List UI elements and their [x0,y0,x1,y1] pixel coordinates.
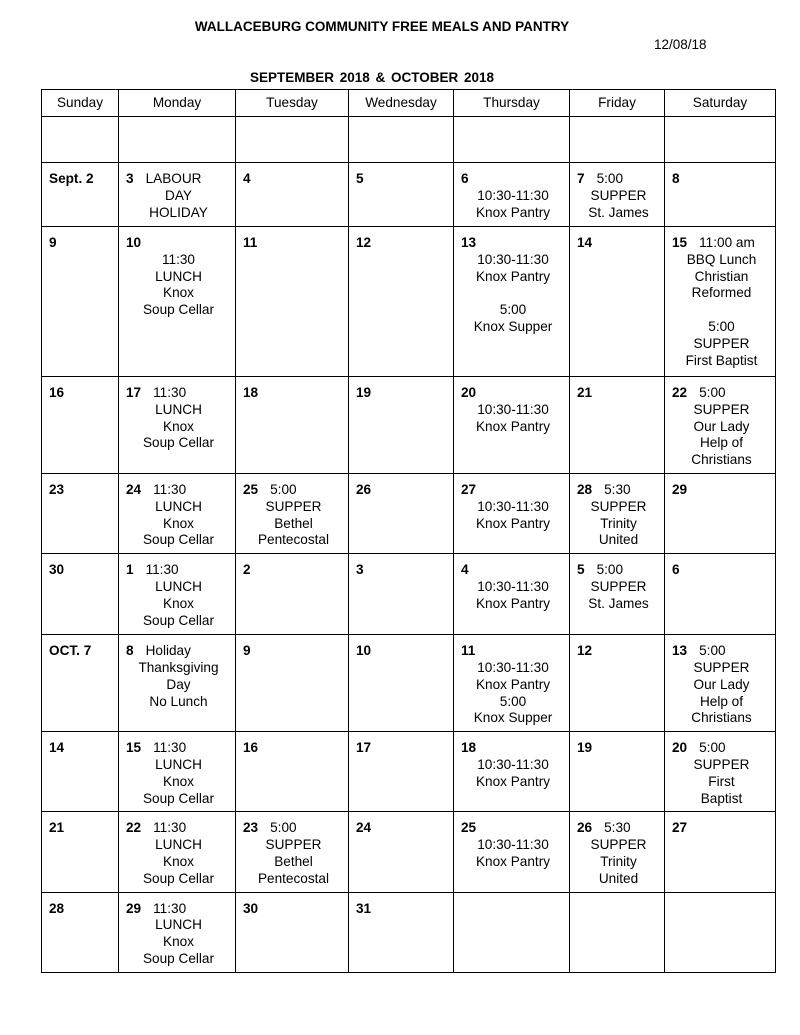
day-number: 20 [461,385,477,400]
event-line: 10:30-11:30 [477,187,549,203]
day-number: 19 [356,385,372,400]
day-cell [570,377,665,474]
day-cell [42,732,119,812]
event-line: Knox Pantry [475,515,551,531]
day-cell [665,554,776,635]
event-line: Soup Cellar [142,870,215,886]
event-line: Knox Pantry [475,595,551,611]
day-cell [349,554,454,635]
day-cell [236,473,349,553]
day-number: 9 [49,235,57,250]
day-number: 13 [461,235,477,250]
event-line: DAY [165,187,192,203]
event-line: LUNCH [155,401,202,417]
day-number: 3 [126,171,134,186]
day-number: 19 [577,740,593,756]
weekday-header-row [42,90,776,117]
event-text: 11:00 am [699,235,755,250]
day-number: 21 [577,385,593,400]
day-cell [570,227,665,377]
day-cell [665,812,776,892]
event-line: United [598,532,639,548]
day-number: 29 [126,900,142,916]
day-number: 13 [672,643,688,659]
day-number: 4 [461,562,469,578]
event-text: 5:00 [596,562,624,578]
day-number: 30 [243,900,259,916]
event-line: Knox Pantry [475,853,551,869]
event-line: Knox [163,853,194,869]
event-line: Christian [694,268,749,284]
day-number: 23 [49,481,65,497]
day-cell [119,473,236,553]
event-line: 11:30 [161,251,195,267]
day-number: 25 [461,820,477,836]
day-cell [570,163,665,227]
day-cell [349,732,454,812]
day-number: 3 [356,562,364,578]
event-line: Pentecostal [257,532,330,548]
day-number: 5 [577,562,585,578]
event-text: Holiday [145,643,191,659]
event-line: LUNCH [155,578,202,594]
event-line: Soup Cellar [142,612,215,628]
day-number: 26 [577,820,593,836]
event-text: 5:00 [270,481,297,497]
event-line: Knox [163,285,194,301]
event-line: Baptist [700,790,743,806]
day-number: 21 [49,820,65,836]
day-cell [119,732,236,812]
day-cell [42,554,119,635]
day-cell [454,227,570,377]
day-cell [665,635,776,732]
weekday-header: Sunday [42,90,119,117]
event-line: SUPPER [590,498,647,514]
event-line: Knox Pantry [475,268,551,284]
day-cell [570,635,665,732]
day-cell [454,554,570,635]
event-line: Our Lady [693,418,750,434]
event-text: 11:30 [153,900,187,916]
day-cell [119,163,236,227]
event-line: Knox [163,934,194,950]
event-line: Knox [163,773,194,789]
event-line: 10:30-11:30 [477,578,549,594]
day-number: OCT. 7 [49,643,92,659]
event-line: LUNCH [155,268,202,284]
day-cell [665,377,776,474]
day-cell [454,732,570,812]
weekday-header: Friday [570,90,665,117]
day-cell [236,377,349,474]
event-text: 5:00 [596,171,624,186]
day-cell [570,732,665,812]
week-row [42,554,776,635]
day-cell [665,117,776,163]
event-line: Soup Cellar [142,532,215,548]
event-line: 10:30-11:30 [477,837,549,853]
day-number: 10 [356,643,372,659]
day-cell [349,163,454,227]
event-line: SUPPER [590,187,647,203]
day-number: 22 [672,385,688,400]
day-cell [42,892,119,972]
weekday-header: Wednesday [349,90,454,117]
day-cell [349,377,454,474]
event-line: Knox [163,515,194,531]
event-line: Reformed [691,285,752,301]
day-number: 16 [243,740,259,756]
day-cell [454,473,570,553]
day-number: 17 [126,385,142,400]
day-cell [119,117,236,163]
day-number: 14 [577,235,593,250]
event-line: Soup Cellar [142,950,215,966]
day-number: 5 [356,171,364,186]
event-line: Christians [691,452,752,468]
event-line: 10:30-11:30 [477,659,549,675]
event-line: Help of [699,693,744,709]
event-line: SUPPER [693,335,750,351]
day-number: 8 [126,643,134,659]
event-line [461,285,565,302]
day-number: 28 [577,481,593,497]
event-line: LUNCH [155,917,202,933]
day-cell [236,635,349,732]
event-line: First [708,773,735,789]
day-cell [349,227,454,377]
day-number: 23 [243,820,259,836]
event-line: Our Lady [693,676,750,692]
event-line: LUNCH [155,837,202,853]
day-cell [454,892,570,972]
day-number: 29 [672,481,688,497]
day-cell [119,227,236,377]
day-cell [454,117,570,163]
day-number: 6 [672,562,680,578]
event-line: Soup Cellar [142,302,215,318]
day-cell [236,812,349,892]
day-number: 18 [243,385,259,400]
week-row [42,892,776,972]
day-cell [42,635,119,732]
event-line: 10:30-11:30 [477,251,549,267]
event-line: 5:00 [708,318,735,334]
event-line: 10:30-11:30 [477,498,549,514]
day-number: 25 [243,481,259,497]
day-cell [570,892,665,972]
day-cell [236,117,349,163]
day-number: 28 [49,900,65,916]
day-number: 8 [672,171,680,186]
event-line: LUNCH [155,498,202,514]
day-cell [570,812,665,892]
event-text: 11:30 [153,385,187,400]
day-number: 15 [126,740,142,756]
event-line: Knox Supper [473,710,553,726]
day-cell [665,473,776,553]
day-cell [570,117,665,163]
weekday-header: Saturday [665,90,776,117]
event-line: Knox Pantry [475,773,551,789]
event-line: Knox Pantry [475,204,551,220]
day-number: 27 [461,481,477,497]
day-cell [42,812,119,892]
day-cell [236,163,349,227]
day-cell [119,892,236,972]
event-line: 5:00 [499,693,527,709]
day-number: 26 [356,481,372,497]
event-line: Knox Supper [473,318,553,334]
event-text: 11:30 [145,562,179,578]
event-line: Knox Pantry [475,676,551,692]
day-cell [119,635,236,732]
day-number: 9 [243,643,251,659]
calendar-table [41,89,776,973]
event-line: SUPPER [693,659,750,675]
event-line: Bethel [274,515,313,531]
day-cell [349,117,454,163]
page-title: WALLACEBURG COMMUNITY FREE MEALS AND PANTRY [194,19,570,34]
day-number: Sept. 2 [49,171,94,186]
event-line: 10:30-11:30 [477,756,549,772]
event-text: 5:30 [604,820,631,836]
week-row [42,163,776,227]
week-row [42,812,776,892]
event-line: Day [166,676,191,692]
day-number: 17 [356,740,372,756]
day-cell [42,473,119,553]
weekday-header: Tuesday [236,90,349,117]
event-text: LABOUR [145,171,202,186]
day-cell [349,892,454,972]
event-line: SUPPER [265,837,322,853]
event-line: 10:30-11:30 [477,401,549,417]
day-cell [42,377,119,474]
day-cell [665,732,776,812]
day-cell [349,635,454,732]
event-line: Thanksgiving [138,659,219,675]
day-number: 1 [126,562,134,578]
day-number: 15 [672,235,688,250]
week-row [42,117,776,163]
day-number: 20 [672,740,688,756]
event-line: Knox Pantry [475,418,551,434]
event-line: St. James [588,595,649,611]
day-number: 7 [577,171,585,186]
day-number: 12 [356,235,372,250]
day-number: 27 [672,820,688,836]
week-row [42,635,776,732]
day-cell [665,227,776,377]
event-line: SUPPER [693,401,750,417]
day-cell [665,163,776,227]
event-line: BBQ Lunch [686,251,757,267]
day-number: 22 [126,820,142,836]
day-cell [42,117,119,163]
event-text: 11:30 [153,820,187,836]
event-line: HOLIDAY [149,204,208,220]
event-line: SUPPER [590,837,647,853]
day-cell [42,163,119,227]
weekday-header: Monday [119,90,236,117]
event-line: Christians [691,710,752,726]
event-text: 11:30 [153,481,187,497]
event-text: 5:00 [699,740,726,756]
event-text: 5:00 [270,820,297,836]
week-row [42,732,776,812]
day-cell [665,892,776,972]
event-text: 11:30 [153,740,187,756]
day-cell [236,554,349,635]
day-cell [236,892,349,972]
event-line: United [598,870,639,886]
event-line: LUNCH [155,756,202,772]
event-line: Bethel [274,853,313,869]
day-number: 11 [461,643,476,659]
event-line: First Baptist [685,352,758,368]
event-line: SUPPER [265,498,322,514]
week-row [42,473,776,553]
day-cell [570,554,665,635]
calendar-subtitle: SEPTEMBER 2018 & OCTOBER 2018 [249,70,495,85]
day-cell [454,377,570,474]
week-row [42,227,776,377]
day-number: 12 [577,643,593,659]
day-number: 11 [243,235,258,250]
event-line [672,302,771,319]
event-text: 5:00 [699,385,726,400]
day-number: 6 [461,171,469,186]
day-cell [349,812,454,892]
event-text: 5:00 [699,643,726,659]
day-number: 2 [243,562,251,578]
day-number: 14 [49,740,65,756]
event-line: SUPPER [693,756,750,772]
day-number: 24 [126,481,142,497]
event-line: Soup Cellar [142,435,215,451]
day-cell [119,377,236,474]
day-cell [454,812,570,892]
day-cell [236,227,349,377]
day-cell [119,812,236,892]
day-number: 18 [461,740,477,756]
event-line: Knox [163,418,194,434]
event-text: 5:30 [604,481,631,497]
document-date: 12/08/18 [654,37,707,52]
event-line: Help of [699,435,744,451]
day-cell [119,554,236,635]
event-line: Trinity [600,515,637,531]
weekday-header: Thursday [454,90,570,117]
day-number: 10 [126,235,142,250]
event-line: SUPPER [590,578,647,594]
event-line: St. James [588,204,649,220]
week-row [42,377,776,474]
event-line: 5:00 [499,302,527,318]
day-number: 30 [49,562,65,578]
day-cell [349,473,454,553]
event-line: No Lunch [149,693,208,709]
day-cell [454,635,570,732]
event-line: Trinity [600,853,637,869]
event-line: Pentecostal [257,870,330,886]
day-number: 4 [243,171,251,186]
day-number: 16 [49,385,65,400]
day-number: 24 [356,820,372,836]
day-cell [236,732,349,812]
day-cell [570,473,665,553]
day-number: 31 [356,900,372,916]
event-line: Soup Cellar [142,790,215,806]
day-cell [42,227,119,377]
event-line: Knox [163,595,194,611]
day-cell [454,163,570,227]
